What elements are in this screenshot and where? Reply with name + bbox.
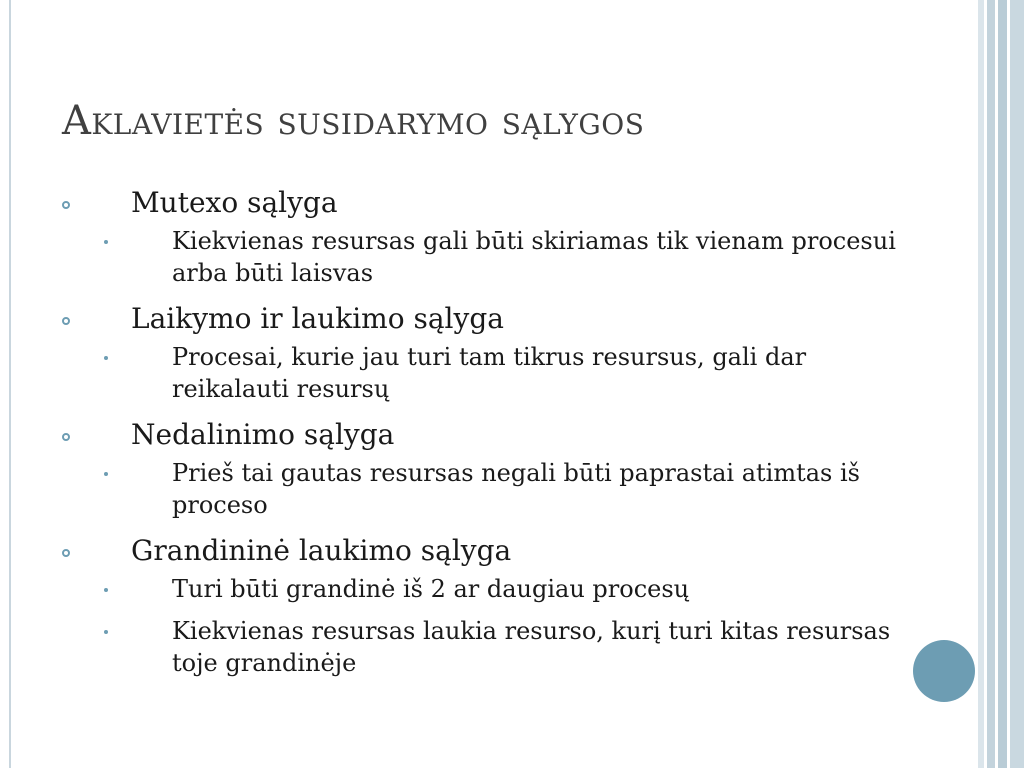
- sub-bullet-item: [62, 341, 922, 405]
- dot-bullet-icon: [104, 472, 108, 476]
- bullet-item: [62, 183, 922, 223]
- dot-bullet-icon: [104, 356, 108, 360]
- bullet-text: Grandininė laukimo sąlyga: [131, 534, 512, 567]
- right-stripe: [987, 0, 995, 768]
- left-border-line: [9, 0, 11, 768]
- bullet-item: [62, 531, 922, 571]
- sub-bullet-item: [62, 615, 922, 679]
- bullet-list: [62, 183, 922, 689]
- right-stripe: [998, 0, 1007, 768]
- bullet-text: Nedalinimo sąlyga: [131, 418, 395, 451]
- sub-bullet-item: [62, 457, 922, 521]
- sub-bullet-text: Turi būti grandinė iš 2 ar daugiau procesų: [172, 575, 690, 603]
- ring-bullet-icon: [62, 317, 70, 325]
- sub-bullet-item: [62, 225, 922, 289]
- bullet-text: Mutexo sąlyga: [131, 186, 338, 219]
- sub-bullet-item: [62, 573, 922, 605]
- right-stripe: [1010, 0, 1024, 768]
- dot-bullet-icon: [104, 630, 108, 634]
- bullet-text: Laikymo ir laukimo sąlyga: [131, 302, 504, 335]
- ring-bullet-icon: [62, 201, 70, 209]
- sub-bullet-text: Procesai, kurie jau turi tam tikrus resursus, gali dar reikalauti resursų: [172, 343, 807, 403]
- slide-title: Aklavietės susidarymo sąlygos: [62, 98, 645, 144]
- bullet-item: [62, 299, 922, 339]
- sub-bullet-text: Kiekvienas resursas gali būti skiriamas tik vienam procesui arba būti laisvas: [172, 227, 896, 287]
- sub-bullet-text: Prieš tai gautas resursas negali būti paprastai atimtas iš proceso: [172, 459, 860, 519]
- sub-bullet-text: Kiekvienas resursas laukia resurso, kurį turi kitas resursas toje grandinėje: [172, 617, 891, 677]
- bullet-item: [62, 415, 922, 455]
- dot-bullet-icon: [104, 588, 108, 592]
- ring-bullet-icon: [62, 549, 70, 557]
- ring-bullet-icon: [62, 433, 70, 441]
- dot-bullet-icon: [104, 240, 108, 244]
- decorative-circle: [913, 640, 975, 702]
